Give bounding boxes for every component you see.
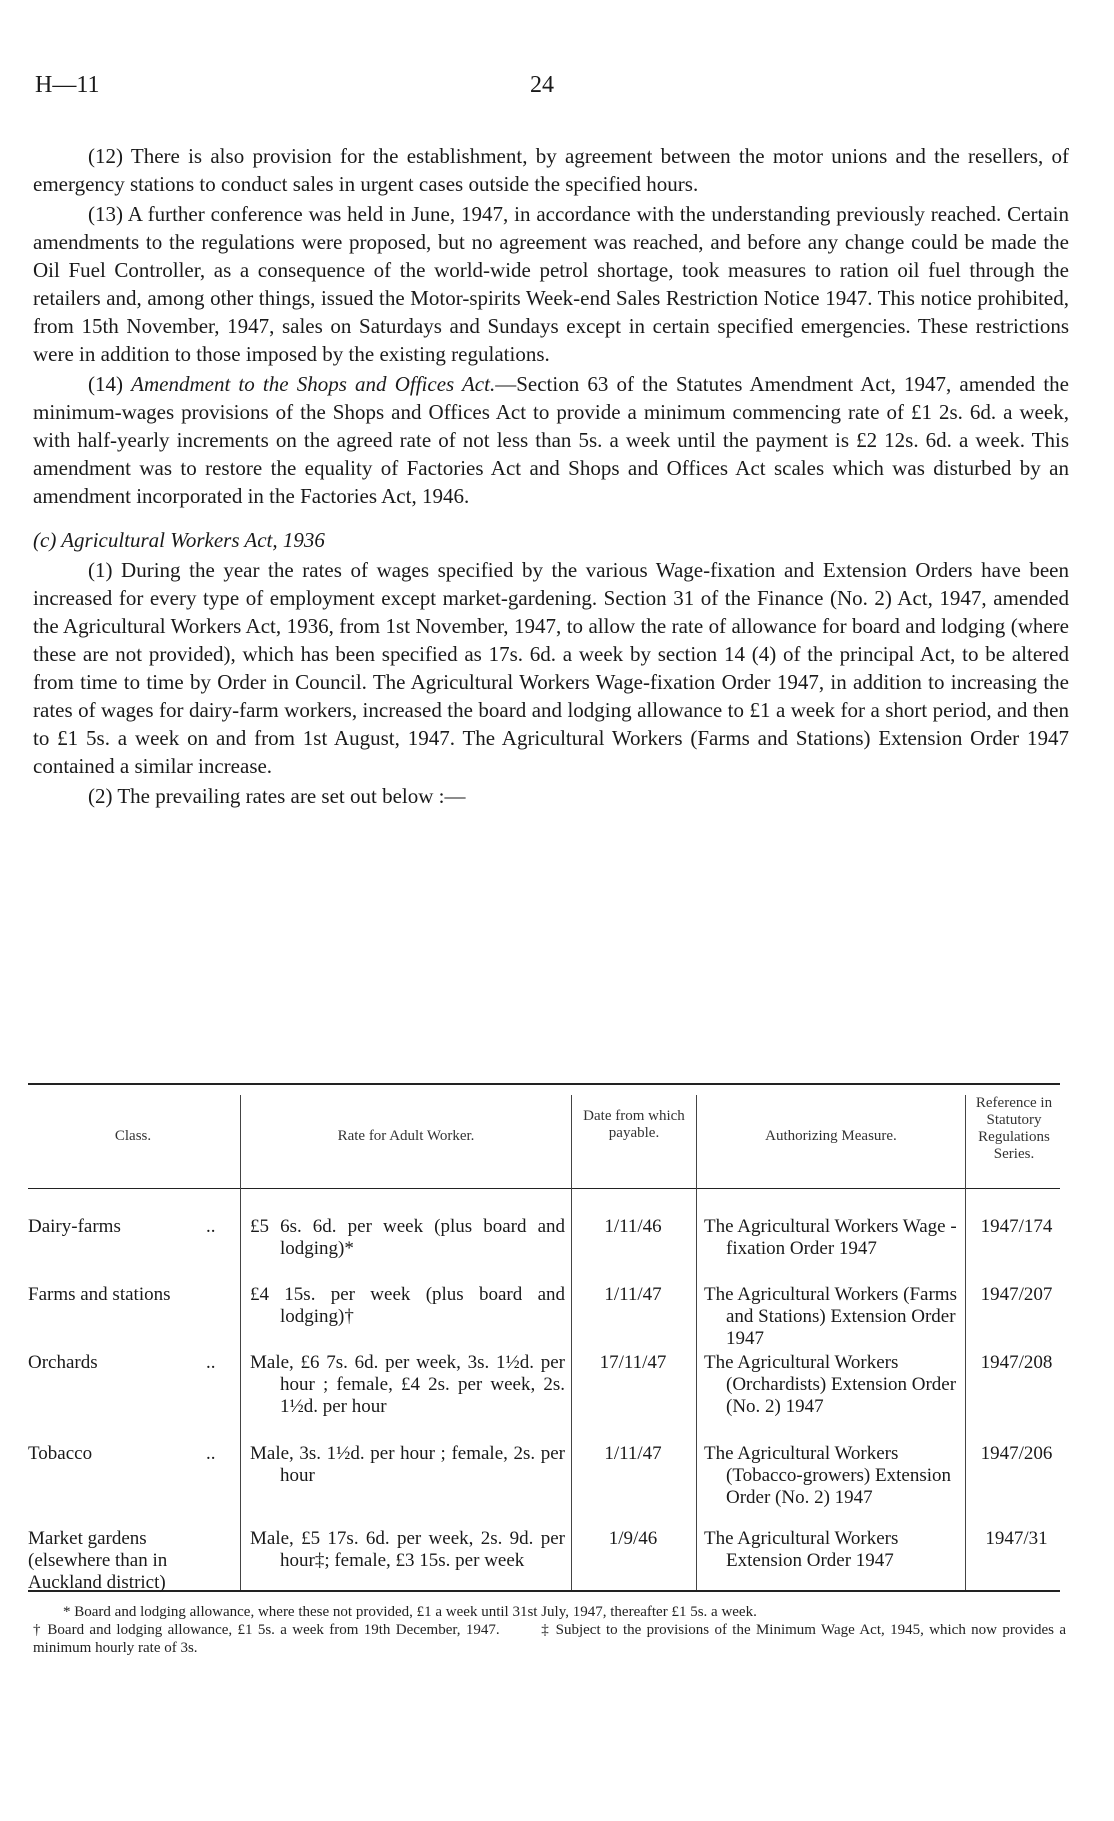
footnote-dagger: † Board and lodging allowance, £1 5s. a week from 19th December, 1947. bbox=[33, 1622, 500, 1638]
table-top-rule bbox=[28, 1083, 1060, 1085]
rate-text: Male, 3s. 1½d. per hour ; female, 2s. per hour bbox=[250, 1443, 565, 1486]
header-date: Date from which payable. bbox=[583, 1108, 685, 1141]
document-code: H—11 bbox=[35, 72, 100, 98]
leader-dots: .. bbox=[206, 1352, 216, 1373]
table-row-dairy-class bbox=[28, 1216, 233, 1238]
class-label: Dairy-farms bbox=[28, 1216, 121, 1237]
date-cell: 1/11/47 bbox=[604, 1443, 662, 1464]
section-c-title: Agricultural Workers Act, 1936 bbox=[61, 528, 325, 552]
paragraph-14-number: (14) bbox=[88, 372, 132, 396]
table-row-orchards-class bbox=[28, 1352, 233, 1374]
class-label: Market gardens (elsewhere than in Auckland district) bbox=[28, 1528, 168, 1593]
paragraph-12: (12) There is also provision for the establishment, by agreement between the motor unions and the resellers, of emergency stations to conduct sales in urgent cases outside the specified hours. bbox=[33, 144, 1069, 196]
header-class: Class. bbox=[114, 1128, 152, 1144]
authority-text: The Agricultural Workers (Orchardists) Extension Order (No. 2) 1947 bbox=[704, 1352, 957, 1417]
column-divider bbox=[696, 1095, 697, 1590]
rate-text: Male, £5 17s. 6d. per week, 2s. 9d. per hour‡; female, £3 15s. per week bbox=[250, 1528, 565, 1571]
authority-cell bbox=[704, 1443, 964, 1509]
table-footnotes bbox=[33, 1603, 1066, 1657]
rate-text: £4 15s. per week (plus board and lodging)† bbox=[250, 1284, 565, 1327]
leader-dots: .. bbox=[206, 1443, 216, 1464]
reference-cell: 1947/174 bbox=[980, 1216, 1053, 1237]
rate-text: Male, £6 7s. 6d. per week, 3s. 1½d. per hour ; female, £4 2s. per week, 2s. 1½d. per hour bbox=[250, 1352, 565, 1417]
reference-cell: 1947/208 bbox=[980, 1352, 1053, 1373]
authority-text: The Agricultural Workers Wage - fixation Order 1947 bbox=[704, 1216, 957, 1259]
date-cell: 1/11/46 bbox=[604, 1216, 662, 1237]
table-header-rule bbox=[28, 1188, 1060, 1189]
section-c-heading bbox=[33, 526, 1069, 554]
section-c-label: (c) bbox=[33, 528, 62, 552]
table-row-tobacco-class bbox=[28, 1443, 233, 1465]
authority-cell bbox=[704, 1284, 964, 1350]
page-number: 24 bbox=[530, 72, 554, 98]
class-label: Tobacco bbox=[28, 1443, 93, 1464]
paragraph-14-heading: Amendment to the Shops and Offices Act. bbox=[131, 372, 496, 396]
rate-cell bbox=[250, 1443, 565, 1487]
rate-text: £5 6s. 6d. per week (plus board and lodging)* bbox=[250, 1216, 565, 1259]
paragraph-13: (13) A further conference was held in June, 1947, in accordance with the understanding previously reached. Certain amendments to the regulations were proposed, but no agreement was reached, and before any change could be made the Oil Fuel Controller, as a consequence of the world-wide petrol shortage, took measures to ration oil fuel through the retailers and, among other things, issued the Motor-spirits Week-end Sales Restriction Notice 1947. This notice prohibited, from 15th November, 1947, sales on Saturdays and Sundays except in certain specified emergencies. These restrictions were in addition to those imposed by the existing regulations. bbox=[33, 202, 1069, 366]
footnote-star: * Board and lodging allowance, where these not provided, £1 a week until 31st July, 1947, thereafter £1 5s. a week. bbox=[63, 1604, 757, 1620]
date-cell: 1/11/47 bbox=[604, 1284, 662, 1305]
header-rate: Rate for Adult Worker. bbox=[337, 1128, 475, 1144]
column-divider bbox=[965, 1095, 966, 1590]
rate-cell bbox=[250, 1216, 565, 1260]
footnote-daggers bbox=[33, 1621, 1066, 1657]
class-label: Farms and stations bbox=[28, 1284, 171, 1305]
authority-text: The Agricultural Workers (Farms and Stations) Extension Order 1947 bbox=[704, 1284, 957, 1349]
reference-cell: 1947/206 bbox=[980, 1443, 1053, 1464]
authority-text: The Agricultural Workers (Tobacco-growers) Extension Order (No. 2) 1947 bbox=[704, 1443, 952, 1508]
rate-cell bbox=[250, 1284, 565, 1328]
date-cell: 17/11/47 bbox=[599, 1352, 667, 1373]
authority-cell bbox=[704, 1352, 964, 1418]
table-row-farms-class bbox=[28, 1284, 233, 1306]
paragraph-14-text: —Section 63 of the Statutes Amendment Act, 1947, amended the minimum-wages provisions of the Shops and Offices Act to provide a minimum commencing rate of £1 2s. 6d. a week, with half-yearly increments on the agreed rate of not less than 5s. a week until the payment is £2 12s. 6d. a week. This amendment was to restore the equality of Factories Act and Shops and Offices Act scales which was disturbed by an amendment incorporated in the Factories Act, 1946. bbox=[33, 372, 1069, 508]
header-authority: Authorizing Measure. bbox=[765, 1128, 897, 1144]
header-reference: Reference in Statutory Regulations Series. bbox=[975, 1095, 1053, 1162]
rate-cell bbox=[250, 1528, 565, 1572]
footnote-double-dagger: ‡ Subject to the provisions of the Minimum Wage Act, 1945, which now provides a minimum hourly rate of 3s. bbox=[33, 1622, 1066, 1656]
column-divider bbox=[240, 1095, 241, 1590]
column-divider bbox=[571, 1095, 572, 1590]
section-c-paragraph-1: (1) During the year the rates of wages specified by the various Wage-fixation and Extension Orders have been increased for every type of employment except market-gardening. Section 31 of the Finance (No. 2) Act, 1947, amended the Agricultural Workers Act, 1936, from 1st November, 1947, to allow the rate of allowance for board and lodging (where these are not provided), which has been specified as 17s. 6d. a week by section 14 (4) of the principal Act, to be altered from time to time by Order in Council. The Agricultural Workers Wage-fixation Order 1947, in addition to increasing the rates of wages for dairy-farm workers, increased the board and lodging allowance to £1 a week for a short period, and then to £1 5s. a week on and from 1st August, 1947. The Agricultural Workers (Farms and Stations) Extension Order 1947 contained a similar increase. bbox=[33, 558, 1069, 778]
reference-cell: 1947/207 bbox=[980, 1284, 1053, 1305]
table-row-market-gardens-class bbox=[28, 1528, 233, 1594]
paragraph-14 bbox=[33, 370, 1069, 510]
section-c-paragraph-2: (2) The prevailing rates are set out below :— bbox=[88, 784, 466, 808]
date-cell: 1/9/46 bbox=[608, 1528, 658, 1549]
class-label: Orchards bbox=[28, 1352, 98, 1373]
body-text bbox=[33, 142, 1069, 812]
reference-cell: 1947/31 bbox=[985, 1528, 1048, 1549]
authority-text: The Agricultural Workers Extension Order 1947 bbox=[704, 1528, 899, 1571]
leader-dots: .. bbox=[206, 1216, 216, 1237]
authority-cell bbox=[704, 1528, 964, 1572]
authority-cell bbox=[704, 1216, 964, 1260]
rate-cell bbox=[250, 1352, 565, 1418]
